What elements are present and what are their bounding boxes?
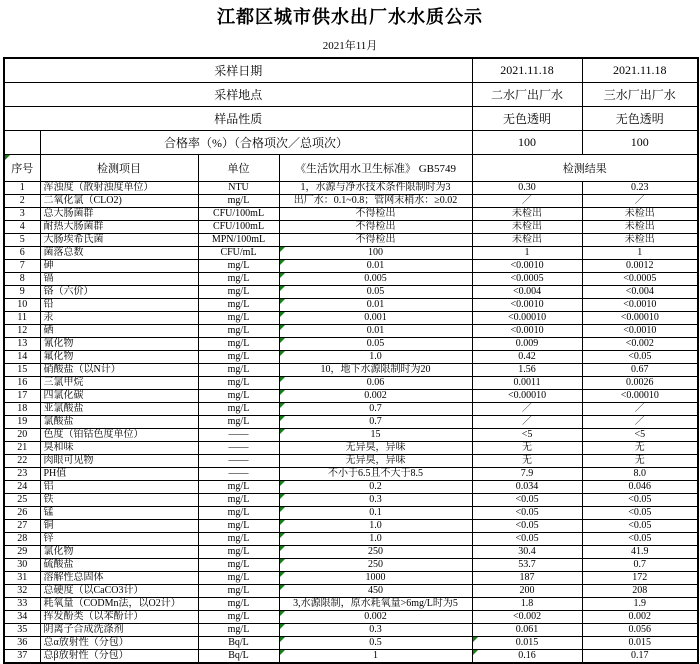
info-value-plant3-cell: 100 <box>582 131 698 155</box>
row-no-cell: 32 <box>4 585 40 598</box>
table-row <box>4 325 698 338</box>
row-item-cell: 硒 <box>40 325 198 338</box>
row-standard-cell: 出厂水：0.1~0.8；管网末稍水：≥0.02 <box>279 195 472 208</box>
table-row <box>4 403 698 416</box>
row-result2-cell: 0.0012 <box>582 260 698 273</box>
row-unit-cell: mg/L <box>198 494 279 507</box>
row-result1-cell: ／ <box>472 403 582 416</box>
row-no-cell: 15 <box>4 364 40 377</box>
row-item-cell: 臭和味 <box>40 442 198 455</box>
row-result2-cell: 41.9 <box>582 546 698 559</box>
row-result2-cell: 未检出 <box>582 208 698 221</box>
row-no-cell: 21 <box>4 442 40 455</box>
table-row <box>4 429 698 442</box>
info-row-pass-rate <box>4 131 698 155</box>
info-row-sample-location <box>4 83 698 107</box>
row-standard-cell: 1000 <box>279 572 472 585</box>
row-item-cell: 二氧化氯（CLO2) <box>40 195 198 208</box>
row-result1-cell: 187 <box>472 572 582 585</box>
row-unit-cell: CFU/mL <box>198 247 279 260</box>
row-result2-cell: 0.17 <box>582 650 698 664</box>
row-item-cell: 总α放射性（分包） <box>40 637 198 650</box>
info-value-plant3-cell: 三水厂出厂水 <box>582 83 698 107</box>
row-result1-cell: ／ <box>472 195 582 208</box>
row-unit-cell: mg/L <box>198 325 279 338</box>
row-no-cell: 36 <box>4 637 40 650</box>
row-result1-cell: <0.0005 <box>472 273 582 286</box>
row-result1-cell: 200 <box>472 585 582 598</box>
table-row <box>4 442 698 455</box>
row-result2-cell: <0.002 <box>582 338 698 351</box>
table-row <box>4 299 698 312</box>
row-item-cell: 三氯甲烷 <box>40 377 198 390</box>
row-unit-cell: mg/L <box>198 598 279 611</box>
row-item-cell: 铅 <box>40 299 198 312</box>
row-item-cell: 硝酸盐（以N计） <box>40 364 198 377</box>
row-item-cell: 菌落总数 <box>40 247 198 260</box>
row-unit-cell: CFU/100mL <box>198 221 279 234</box>
row-unit-cell: mg/L <box>198 546 279 559</box>
row-no-cell: 34 <box>4 611 40 624</box>
row-unit-cell: mg/L <box>198 507 279 520</box>
row-result2-cell: <0.05 <box>582 351 698 364</box>
header-standard-cell: 《生活饮用水卫生标准》 GB5749 <box>279 155 472 182</box>
row-result2-cell: <0.05 <box>582 507 698 520</box>
column-header-row <box>4 155 698 182</box>
table-row <box>4 208 698 221</box>
row-result1-cell: <0.00010 <box>472 390 582 403</box>
row-no-cell: 6 <box>4 247 40 260</box>
row-unit-cell: mg/L <box>198 364 279 377</box>
row-no-cell: 10 <box>4 299 40 312</box>
row-standard-cell: 0.01 <box>279 325 472 338</box>
row-standard-cell: 0.3 <box>279 494 472 507</box>
row-standard-cell: 0.5 <box>279 637 472 650</box>
row-result1-cell: 1.8 <box>472 598 582 611</box>
row-unit-cell: NTU <box>198 182 279 195</box>
row-unit-cell: Bq/L <box>198 637 279 650</box>
row-result2-cell: <0.05 <box>582 520 698 533</box>
row-standard-cell: 1.0 <box>279 533 472 546</box>
info-row-sample-date <box>4 58 698 83</box>
row-result2-cell: <0.00010 <box>582 312 698 325</box>
info-value-plant3-cell: 无色透明 <box>582 107 698 131</box>
row-standard-cell: 1 <box>279 650 472 664</box>
row-item-cell: 肉眼可见物 <box>40 455 198 468</box>
row-unit-cell: MPN/100mL <box>198 234 279 247</box>
row-result2-cell: ／ <box>582 403 698 416</box>
row-result2-cell: 0.015 <box>582 637 698 650</box>
table-row <box>4 585 698 598</box>
row-item-cell: 镉 <box>40 273 198 286</box>
row-standard-cell: 0.7 <box>279 403 472 416</box>
row-result2-cell: ／ <box>582 416 698 429</box>
table-row <box>4 364 698 377</box>
row-result2-cell: ／ <box>582 195 698 208</box>
page-title: 江都区城市供水出厂水水质公示 <box>217 7 483 28</box>
row-item-cell: 挥发酚类（以苯酚计） <box>40 611 198 624</box>
row-result2-cell: 208 <box>582 585 698 598</box>
table-row <box>4 611 698 624</box>
row-result1-cell: 未检出 <box>472 208 582 221</box>
row-no-cell: 11 <box>4 312 40 325</box>
row-standard-cell: 0.002 <box>279 390 472 403</box>
row-standard-cell: 450 <box>279 585 472 598</box>
row-result1-cell: 1.56 <box>472 364 582 377</box>
row-standard-cell: 0.2 <box>279 481 472 494</box>
row-no-cell: 19 <box>4 416 40 429</box>
row-result2-cell: 1.9 <box>582 598 698 611</box>
row-standard-cell: 0.05 <box>279 286 472 299</box>
row-item-cell: 溶解性总固体 <box>40 572 198 585</box>
table-row <box>4 520 698 533</box>
header-unit-cell: 单位 <box>198 155 279 182</box>
row-standard-cell: 250 <box>279 559 472 572</box>
row-no-cell: 30 <box>4 559 40 572</box>
row-result2-cell: 0.046 <box>582 481 698 494</box>
row-result2-cell: 8.0 <box>582 468 698 481</box>
row-no-cell: 3 <box>4 208 40 221</box>
row-result1-cell: 无 <box>472 442 582 455</box>
row-result1-cell: 30.4 <box>472 546 582 559</box>
row-unit-cell: mg/L <box>198 195 279 208</box>
row-unit-cell: mg/L <box>198 312 279 325</box>
table-row <box>4 195 698 208</box>
header-no-cell: 序号 <box>4 155 40 182</box>
row-result1-cell: 0.009 <box>472 338 582 351</box>
row-result2-cell: 无 <box>582 442 698 455</box>
row-result2-cell: 未检出 <box>582 234 698 247</box>
row-standard-cell: 0.06 <box>279 377 472 390</box>
row-standard-cell: 10，地下水源限制时为20 <box>279 364 472 377</box>
row-result1-cell: <0.05 <box>472 520 582 533</box>
row-result2-cell: 0.002 <box>582 611 698 624</box>
row-unit-cell: —— <box>198 429 279 442</box>
row-item-cell: 氟化物 <box>40 351 198 364</box>
row-result2-cell: 0.67 <box>582 364 698 377</box>
row-result2-cell: 0.23 <box>582 182 698 195</box>
table-row <box>4 624 698 637</box>
row-result1-cell: 0.015 <box>472 637 582 650</box>
table-row <box>4 390 698 403</box>
row-result2-cell: <0.05 <box>582 533 698 546</box>
row-no-cell: 23 <box>4 468 40 481</box>
row-result2-cell: <0.05 <box>582 494 698 507</box>
table-row <box>4 481 698 494</box>
row-unit-cell: mg/L <box>198 377 279 390</box>
row-standard-cell: 0.3 <box>279 624 472 637</box>
table-row <box>4 598 698 611</box>
table-row <box>4 377 698 390</box>
info-value-plant2-cell: 无色透明 <box>472 107 582 131</box>
row-no-cell: 29 <box>4 546 40 559</box>
row-result1-cell: 无 <box>472 455 582 468</box>
row-result1-cell: <0.002 <box>472 611 582 624</box>
row-item-cell: 氯酸盐 <box>40 416 198 429</box>
row-no-cell: 2 <box>4 195 40 208</box>
table-row <box>4 637 698 650</box>
row-unit-cell: —— <box>198 468 279 481</box>
row-result1-cell: <0.004 <box>472 286 582 299</box>
table-row <box>4 546 698 559</box>
row-no-cell: 35 <box>4 624 40 637</box>
row-no-cell: 1 <box>4 182 40 195</box>
row-unit-cell: mg/L <box>198 338 279 351</box>
info-label-cell: 样品性质 <box>4 107 472 131</box>
row-unit-cell: mg/L <box>198 403 279 416</box>
table-row <box>4 572 698 585</box>
row-result1-cell: <0.0010 <box>472 325 582 338</box>
row-no-cell: 5 <box>4 234 40 247</box>
row-result1-cell: 0.061 <box>472 624 582 637</box>
row-unit-cell: mg/L <box>198 520 279 533</box>
row-no-cell: 25 <box>4 494 40 507</box>
row-item-cell: 色度（铂钴色度单位） <box>40 429 198 442</box>
row-result2-cell: <0.00010 <box>582 390 698 403</box>
row-unit-cell: CFU/100mL <box>198 208 279 221</box>
table-row <box>4 234 698 247</box>
row-result2-cell: 0.7 <box>582 559 698 572</box>
row-item-cell: PH值 <box>40 468 198 481</box>
row-unit-cell: mg/L <box>198 416 279 429</box>
row-standard-cell: 1.0 <box>279 520 472 533</box>
row-result2-cell: <5 <box>582 429 698 442</box>
row-no-cell: 4 <box>4 221 40 234</box>
row-item-cell: 铁 <box>40 494 198 507</box>
row-no-cell: 27 <box>4 520 40 533</box>
row-unit-cell: Bq/L <box>198 650 279 664</box>
row-unit-cell: mg/L <box>198 559 279 572</box>
row-no-cell: 7 <box>4 260 40 273</box>
row-no-cell: 26 <box>4 507 40 520</box>
info-value-plant3-cell: 2021.11.18 <box>582 58 698 83</box>
row-item-cell: 浑浊度（散射浊度单位） <box>40 182 198 195</box>
row-result1-cell: 未检出 <box>472 221 582 234</box>
info-label-cell: 合格率（%）（合格项次／总项次） <box>40 131 472 155</box>
table-row <box>4 494 698 507</box>
table-row <box>4 351 698 364</box>
table-row <box>4 182 698 195</box>
table-row <box>4 468 698 481</box>
row-unit-cell: mg/L <box>198 390 279 403</box>
page-subtitle: 2021年11月 <box>322 40 378 52</box>
row-item-cell: 汞 <box>40 312 198 325</box>
row-result1-cell: 0.30 <box>472 182 582 195</box>
table-row <box>4 507 698 520</box>
row-item-cell: 耗氧量（CODMn法，以O2计） <box>40 598 198 611</box>
row-result1-cell: ／ <box>472 416 582 429</box>
row-unit-cell: mg/L <box>198 481 279 494</box>
info-label-cell: 采样地点 <box>4 83 472 107</box>
table-row <box>4 286 698 299</box>
row-result1-cell: 0.0011 <box>472 377 582 390</box>
row-item-cell: 氰化物 <box>40 338 198 351</box>
row-standard-cell: 0.7 <box>279 416 472 429</box>
row-standard-cell: 250 <box>279 546 472 559</box>
row-standard-cell: 0.05 <box>279 338 472 351</box>
table-row <box>4 260 698 273</box>
row-unit-cell: mg/L <box>198 624 279 637</box>
row-result1-cell: 1 <box>472 247 582 260</box>
row-standard-cell: 0.01 <box>279 260 472 273</box>
row-standard-cell: 不得检出 <box>279 208 472 221</box>
row-result2-cell: <0.004 <box>582 286 698 299</box>
water-quality-table <box>3 57 699 664</box>
header-item-cell: 检测项目 <box>40 155 198 182</box>
row-no-cell: 33 <box>4 598 40 611</box>
row-item-cell: 铜 <box>40 520 198 533</box>
row-result2-cell: 0.0026 <box>582 377 698 390</box>
row-standard-cell: 3,水源限制，原水耗氧量>6mg/L时为5 <box>279 598 472 611</box>
row-result1-cell: <0.0010 <box>472 299 582 312</box>
row-result1-cell: <0.05 <box>472 533 582 546</box>
info-row-sample-nature <box>4 107 698 131</box>
row-standard-cell: 不得检出 <box>279 234 472 247</box>
row-standard-cell: 不得检出 <box>279 221 472 234</box>
row-result1-cell: <0.00010 <box>472 312 582 325</box>
row-item-cell: 硫酸盐 <box>40 559 198 572</box>
row-unit-cell: mg/L <box>198 351 279 364</box>
row-result1-cell: 53.7 <box>472 559 582 572</box>
row-standard-cell: 100 <box>279 247 472 260</box>
table-row <box>4 247 698 260</box>
row-no-cell: 16 <box>4 377 40 390</box>
row-result2-cell: <0.0005 <box>582 273 698 286</box>
row-no-cell: 14 <box>4 351 40 364</box>
rate-row-spacer-cell <box>4 131 40 155</box>
row-standard-cell: 1，水源与净水技术条件限制时为3 <box>279 182 472 195</box>
row-item-cell: 耐热大肠菌群 <box>40 221 198 234</box>
row-unit-cell: mg/L <box>198 286 279 299</box>
row-standard-cell: 0.001 <box>279 312 472 325</box>
row-no-cell: 17 <box>4 390 40 403</box>
row-item-cell: 铝 <box>40 481 198 494</box>
row-standard-cell: 0.002 <box>279 611 472 624</box>
row-no-cell: 8 <box>4 273 40 286</box>
table-row <box>4 533 698 546</box>
row-result1-cell: <5 <box>472 429 582 442</box>
row-result1-cell: 0.034 <box>472 481 582 494</box>
row-unit-cell: mg/L <box>198 260 279 273</box>
row-no-cell: 37 <box>4 650 40 664</box>
row-no-cell: 13 <box>4 338 40 351</box>
row-result2-cell: <0.0010 <box>582 325 698 338</box>
row-result1-cell: 7.9 <box>472 468 582 481</box>
row-result2-cell: <0.0010 <box>582 299 698 312</box>
table-row <box>4 559 698 572</box>
row-standard-cell: 1.0 <box>279 351 472 364</box>
table-row <box>4 312 698 325</box>
row-no-cell: 24 <box>4 481 40 494</box>
row-item-cell: 阴离子合成洗涤剂 <box>40 624 198 637</box>
row-standard-cell: 15 <box>279 429 472 442</box>
table-row <box>4 650 698 664</box>
row-no-cell: 9 <box>4 286 40 299</box>
row-standard-cell: 0.01 <box>279 299 472 312</box>
row-item-cell: 总硬度（以CaCO3计） <box>40 585 198 598</box>
row-result2-cell: 未检出 <box>582 221 698 234</box>
table-row <box>4 455 698 468</box>
info-value-plant2-cell: 二水厂出厂水 <box>472 83 582 107</box>
header-result-cell: 检测结果 <box>472 155 698 182</box>
row-item-cell: 氯化物 <box>40 546 198 559</box>
row-no-cell: 18 <box>4 403 40 416</box>
row-result1-cell: <0.0010 <box>472 260 582 273</box>
results-tbody <box>4 182 698 664</box>
row-unit-cell: mg/L <box>198 273 279 286</box>
table-row <box>4 273 698 286</box>
row-standard-cell: 不小于6.5且不大于8.5 <box>279 468 472 481</box>
info-value-plant2-cell: 100 <box>472 131 582 155</box>
row-result2-cell: 1 <box>582 247 698 260</box>
row-item-cell: 锌 <box>40 533 198 546</box>
row-item-cell: 总大肠菌群 <box>40 208 198 221</box>
row-result1-cell: <0.05 <box>472 507 582 520</box>
row-standard-cell: 0.1 <box>279 507 472 520</box>
table-row <box>4 221 698 234</box>
info-section <box>4 58 698 182</box>
row-item-cell: 总β放射性（分包） <box>40 650 198 664</box>
info-value-plant2-cell: 2021.11.18 <box>472 58 582 83</box>
row-result1-cell: 0.42 <box>472 351 582 364</box>
row-item-cell: 大肠埃希氏菌 <box>40 234 198 247</box>
row-result1-cell: 0.16 <box>472 650 582 664</box>
row-unit-cell: mg/L <box>198 585 279 598</box>
row-unit-cell: mg/L <box>198 572 279 585</box>
row-unit-cell: mg/L <box>198 299 279 312</box>
row-unit-cell: —— <box>198 442 279 455</box>
row-unit-cell: mg/L <box>198 611 279 624</box>
info-label-cell: 采样日期 <box>4 58 472 83</box>
row-unit-cell: —— <box>198 455 279 468</box>
table-row <box>4 416 698 429</box>
row-result1-cell: <0.05 <box>472 494 582 507</box>
row-item-cell: 砷 <box>40 260 198 273</box>
row-no-cell: 12 <box>4 325 40 338</box>
row-unit-cell: mg/L <box>198 533 279 546</box>
table-row <box>4 338 698 351</box>
row-item-cell: 铬（六价） <box>40 286 198 299</box>
row-item-cell: 亚氯酸盐 <box>40 403 198 416</box>
row-no-cell: 22 <box>4 455 40 468</box>
row-standard-cell: 0.005 <box>279 273 472 286</box>
row-standard-cell: 无异臭，异味 <box>279 455 472 468</box>
row-no-cell: 20 <box>4 429 40 442</box>
row-result1-cell: 未检出 <box>472 234 582 247</box>
row-item-cell: 锰 <box>40 507 198 520</box>
row-no-cell: 31 <box>4 572 40 585</box>
row-no-cell: 28 <box>4 533 40 546</box>
row-result2-cell: 172 <box>582 572 698 585</box>
row-standard-cell: 无异臭，异味 <box>279 442 472 455</box>
row-result2-cell: 无 <box>582 455 698 468</box>
row-item-cell: 四氯化碳 <box>40 390 198 403</box>
row-result2-cell: 0.056 <box>582 624 698 637</box>
